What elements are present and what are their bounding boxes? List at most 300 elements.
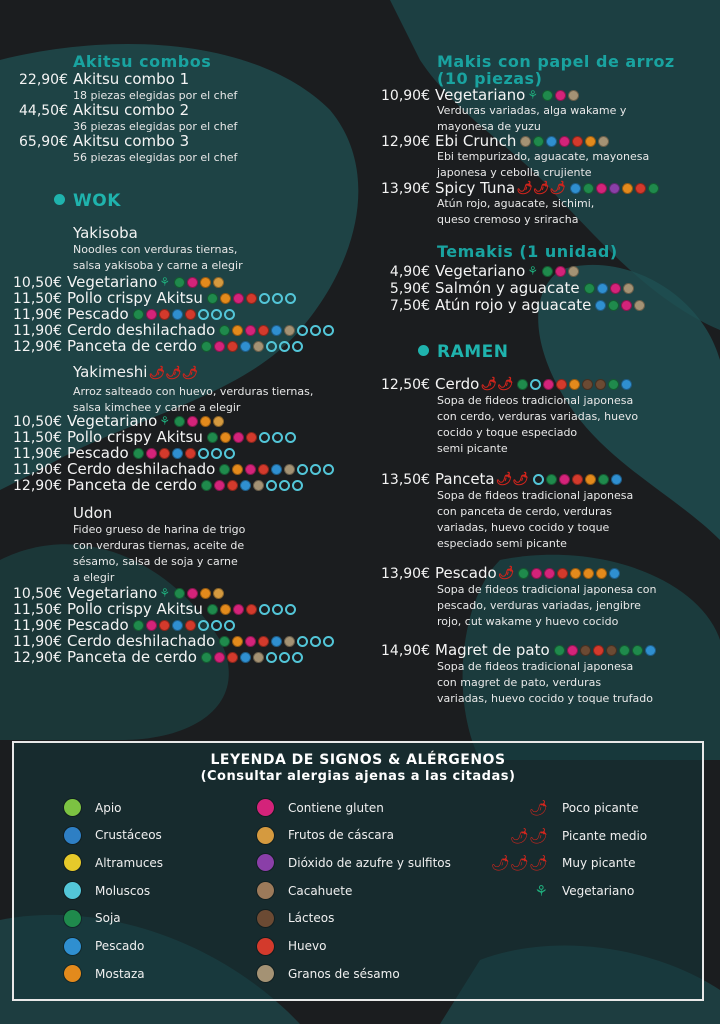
item-description — [437, 393, 638, 457]
item-name-text: Vegetariano — [435, 262, 526, 280]
legend-item — [64, 882, 150, 899]
peanut-icon — [257, 882, 274, 899]
allergen-icon — [544, 568, 555, 579]
allergen-icon — [172, 448, 183, 459]
allergen-icon — [557, 568, 568, 579]
soy-icon — [64, 910, 81, 927]
item-description — [437, 196, 594, 228]
item-name — [435, 86, 579, 104]
allergen-icon — [133, 620, 144, 631]
item-name: Akitsu combo 3 — [73, 132, 190, 150]
menu-item — [372, 262, 579, 280]
item-name-text: Pollo crispy Akitsu — [67, 428, 203, 446]
item-name-text: Panceta de cerdo — [67, 648, 197, 666]
item-name — [435, 279, 634, 297]
item-name-text: Panceta — [435, 470, 495, 488]
mollusc-icon — [292, 480, 303, 491]
allergen-icons — [133, 309, 235, 320]
dairy-icon — [257, 910, 274, 927]
desc-line: Sopa de fideos tradicional japonesa — [437, 394, 634, 407]
allergen-icon — [187, 588, 198, 599]
item-name-text: Pollo crispy Akitsu — [67, 289, 203, 307]
legend-label: Poco picante — [562, 801, 639, 815]
vegetarian-icon: ⚘ — [527, 88, 539, 102]
legend-label: Dióxido de azufre y sulfitos — [288, 855, 451, 870]
mollusc-icon — [198, 620, 209, 631]
legend-label: Lácteos — [288, 911, 335, 926]
legend-item — [257, 827, 394, 844]
item-price: 12,90€ — [13, 650, 62, 666]
allergen-icon — [258, 464, 269, 475]
allergen-icon — [554, 645, 565, 656]
item-price: 10,50€ — [13, 586, 62, 602]
item-name-text: Vegetariano — [67, 412, 158, 430]
allergen-icon — [253, 341, 264, 352]
udon-title: Udon — [73, 504, 113, 522]
chili-icon: 🌶 — [497, 565, 515, 581]
allergen-icon — [227, 652, 238, 663]
akitsu-section-title: Akitsu combos — [73, 52, 212, 71]
desc-line: Atún rojo, aguacate, sichimi, — [437, 197, 595, 210]
allergen-icon — [207, 432, 218, 443]
title-line: Makis con papel de arroz — [437, 52, 675, 71]
item-price: 10,90€ — [381, 88, 430, 104]
allergen-icon — [245, 464, 256, 475]
allergen-icon — [227, 480, 238, 491]
allergen-icon — [632, 645, 643, 656]
allergen-icon — [606, 645, 617, 656]
mollusc-icon — [292, 652, 303, 663]
allergen-icon — [174, 416, 185, 427]
item-price: 12,90€ — [13, 478, 62, 494]
allergen-icons — [201, 341, 303, 352]
allergen-icon — [146, 620, 157, 631]
yakimeshi-title-text: Yakimeshi — [73, 363, 148, 381]
allergen-icon — [133, 448, 144, 459]
allergen-icon — [572, 474, 583, 485]
allergen-icons — [201, 652, 303, 663]
allergen-icon — [214, 341, 225, 352]
vegetarian-icon: ⚘ — [534, 882, 548, 901]
mollusc-icon — [297, 464, 308, 475]
allergen-icon — [570, 568, 581, 579]
mollusc-icon — [279, 480, 290, 491]
allergen-icons — [570, 183, 659, 194]
allergen-icon — [187, 416, 198, 427]
allergen-icon — [635, 183, 646, 194]
allergen-icon — [172, 309, 183, 320]
item-name-text: Pescado — [67, 305, 129, 323]
item-name-text: Ebi Crunch — [435, 132, 517, 150]
allergen-legend — [12, 741, 704, 1001]
item-price: 11,90€ — [13, 323, 62, 339]
chili-icon: 🌶 — [528, 799, 548, 817]
allergen-icon — [213, 416, 224, 427]
allergen-icons — [133, 620, 235, 631]
allergen-icon — [559, 136, 570, 147]
allergen-icon — [245, 325, 256, 336]
vegetarian-icon: ⚘ — [159, 275, 171, 289]
desc-line: salsa kimchee y carne a elegir — [73, 401, 241, 414]
allergen-icon — [174, 277, 185, 288]
legend-item — [257, 854, 451, 871]
desc-line: semi picante — [437, 442, 508, 455]
desc-line: a elegir — [73, 571, 115, 584]
allergen-icon — [543, 379, 554, 390]
mollusc-icon — [323, 636, 334, 647]
desc-line: Sopa de fideos tradicional japonesa con — [437, 583, 657, 596]
mollusc-icon — [530, 379, 541, 390]
item-price: 4,90€ — [389, 264, 430, 280]
allergen-icon — [213, 277, 224, 288]
allergen-icon — [185, 309, 196, 320]
allergen-icon — [271, 636, 282, 647]
desc-line: Noodles con verduras tiernas, — [73, 243, 238, 256]
item-name — [435, 375, 632, 393]
allergen-icons — [174, 416, 224, 427]
section-bullet-icon — [54, 194, 65, 205]
mollusc-icon — [323, 325, 334, 336]
allergen-icon — [582, 379, 593, 390]
item-name-text: Cerdo deshilachado — [67, 460, 216, 478]
allergen-icon — [585, 136, 596, 147]
allergen-icons — [219, 325, 334, 336]
item-price: 11,50€ — [13, 602, 62, 618]
menu-item — [6, 476, 303, 494]
nuts-icon — [257, 827, 274, 844]
allergen-icon — [518, 568, 529, 579]
allergen-icon — [174, 588, 185, 599]
allergen-icon — [220, 604, 231, 615]
mollusc-icon — [323, 464, 334, 475]
gluten-icon — [257, 799, 274, 816]
item-name — [435, 470, 622, 488]
allergen-icon — [568, 90, 579, 101]
allergen-icons — [201, 480, 303, 491]
allergen-icon — [596, 183, 607, 194]
menu-item — [6, 337, 303, 355]
legend-label: Frutos de cáscara — [288, 828, 394, 843]
legend-label: Muy picante — [562, 856, 636, 871]
menu-item — [372, 179, 659, 197]
allergen-icons — [584, 283, 634, 294]
allergen-icon — [580, 645, 591, 656]
allergen-icon — [623, 283, 634, 294]
item-price: 12,50€ — [381, 377, 430, 393]
vegetarian-icon: ⚘ — [159, 586, 171, 600]
item-name — [435, 564, 620, 582]
legend-label: Crustáceos — [95, 828, 162, 843]
allergen-icon — [609, 568, 620, 579]
mollusc-icon — [224, 448, 235, 459]
allergen-icon — [556, 379, 567, 390]
allergen-icon — [570, 183, 581, 194]
menu-item — [6, 648, 303, 666]
allergen-icon — [597, 283, 608, 294]
allergen-icons — [207, 604, 296, 615]
desc-line: pescado, verduras variadas, jengibre — [437, 599, 641, 612]
desc-line: sésamo, salsa de soja y carne — [73, 555, 238, 568]
mollusc-icon — [266, 341, 277, 352]
allergen-icon — [240, 341, 251, 352]
menu-item — [372, 470, 622, 488]
allergen-icons — [533, 474, 622, 485]
item-price: 13,90€ — [381, 566, 430, 582]
chili-icon: 🌶🌶 — [509, 826, 548, 845]
temakis-section-title: Temakis (1 unidad) — [437, 242, 618, 261]
item-name — [67, 476, 303, 494]
mollusc-icon — [285, 293, 296, 304]
item-name — [435, 641, 656, 659]
item-description — [437, 103, 626, 135]
mustard-icon — [64, 965, 81, 982]
allergen-icon — [608, 300, 619, 311]
allergen-icons — [133, 448, 235, 459]
allergen-icon — [133, 309, 144, 320]
allergen-icon — [546, 136, 557, 147]
item-name-text: Salmón y aguacate — [435, 279, 580, 297]
allergen-icon — [531, 568, 542, 579]
legend-item — [488, 882, 634, 900]
mollusc-icon — [285, 432, 296, 443]
legend-item — [257, 910, 334, 927]
allergen-icon — [201, 341, 212, 352]
legend-item — [64, 854, 163, 871]
desc-line: salsa yakisoba y carne a elegir — [73, 259, 243, 272]
mollusc-icon — [64, 882, 81, 899]
yakimeshi-title — [73, 363, 198, 381]
item-description — [437, 149, 649, 181]
item-name — [67, 337, 303, 355]
legend-item — [64, 938, 144, 955]
item-price: 14,90€ — [381, 643, 430, 659]
item-name-text: Pescado — [67, 616, 129, 634]
legend-subtitle: (Consultar alergias ajenas a las citadas) — [200, 769, 516, 784]
crustacean-icon — [64, 827, 81, 844]
item-price: 11,90€ — [13, 446, 62, 462]
mollusc-icon — [279, 652, 290, 663]
item-description: 18 piezas elegidas por el chef — [73, 89, 238, 102]
allergen-icon — [214, 652, 225, 663]
allergen-icon — [214, 480, 225, 491]
chili-icon: 🌶🌶🌶 — [516, 180, 566, 196]
item-price: 11,50€ — [13, 291, 62, 307]
menu-item — [6, 132, 189, 150]
item-price: 11,90€ — [13, 307, 62, 323]
allergen-icon — [172, 620, 183, 631]
allergen-icon — [232, 464, 243, 475]
item-name-text: Cerdo — [435, 375, 480, 393]
allergen-icon — [611, 474, 622, 485]
allergen-icon — [284, 464, 295, 475]
desc-line: Ebi tempurizado, aguacate, mayonesa — [437, 150, 650, 163]
allergen-icon — [598, 474, 609, 485]
item-price: 12,90€ — [13, 339, 62, 355]
desc-line: especiado semi picante — [437, 537, 567, 550]
allergen-icon — [207, 604, 218, 615]
mollusc-icon — [272, 293, 283, 304]
desc-line: Sopa de fideos tradicional japonesa — [437, 660, 634, 673]
desc-line: Sopa de fideos tradicional japonesa — [437, 489, 634, 502]
allergen-icon — [585, 474, 596, 485]
ramen-title-text: RAMEN — [437, 342, 509, 362]
allergen-icon — [555, 266, 566, 277]
chili-icon: 🌶🌶 — [495, 471, 529, 487]
item-price: 22,90€ — [19, 72, 68, 88]
allergen-icon — [533, 136, 544, 147]
item-name: Akitsu combo 2 — [73, 101, 190, 119]
mollusc-icon — [310, 636, 321, 647]
allergen-icon — [146, 448, 157, 459]
mollusc-icon — [292, 341, 303, 352]
menu-item — [372, 375, 632, 393]
allergen-icon — [187, 277, 198, 288]
legend-item — [257, 799, 384, 816]
allergen-icon — [227, 341, 238, 352]
allergen-icon — [621, 379, 632, 390]
sulphite-icon — [257, 854, 274, 871]
allergen-icon — [271, 464, 282, 475]
allergen-icon — [520, 136, 531, 147]
allergen-icon — [542, 266, 553, 277]
allergen-icon — [245, 636, 256, 647]
desc-line: Fideo grueso de harina de trigo — [73, 523, 246, 536]
allergen-icons — [219, 464, 334, 475]
legend-item — [64, 965, 145, 982]
allergen-icons — [219, 636, 334, 647]
fish-icon — [64, 938, 81, 955]
allergen-icon — [622, 183, 633, 194]
item-price: 10,50€ — [13, 414, 62, 430]
allergen-icon — [595, 300, 606, 311]
allergen-icon — [258, 636, 269, 647]
mollusc-icon — [279, 341, 290, 352]
item-name — [435, 262, 579, 280]
desc-line: rojo, cut wakame y huevo cocido — [437, 615, 619, 628]
allergen-icon — [258, 325, 269, 336]
allergen-icon — [567, 645, 578, 656]
mollusc-icon — [533, 474, 544, 485]
allergen-icon — [596, 568, 607, 579]
allergen-icon — [159, 448, 170, 459]
egg-icon — [257, 938, 274, 955]
item-description — [437, 582, 657, 630]
vegetarian-icon: ⚘ — [159, 414, 171, 428]
item-price: 10,50€ — [13, 275, 62, 291]
item-name-text: Panceta de cerdo — [67, 337, 197, 355]
legend-item — [257, 882, 352, 899]
item-name-text: Vegetariano — [67, 273, 158, 291]
allergen-icon — [284, 636, 295, 647]
legend-item — [64, 910, 121, 927]
desc-line: variadas, huevo cocido y toque — [437, 521, 610, 534]
item-name — [67, 648, 303, 666]
item-price: 11,90€ — [13, 634, 62, 650]
item-description — [437, 488, 633, 552]
lupin-icon — [64, 854, 81, 871]
allergen-icons — [207, 432, 296, 443]
chili-icon: 🌶🌶🌶 — [148, 366, 198, 381]
legend-item — [488, 799, 639, 817]
mollusc-icon — [259, 604, 270, 615]
mollusc-icon — [310, 464, 321, 475]
legend-label: Huevo — [288, 939, 327, 953]
allergen-icon — [213, 588, 224, 599]
allergen-icon — [584, 283, 595, 294]
allergen-icon — [240, 480, 251, 491]
chili-icon: 🌶🌶 — [480, 376, 514, 392]
allergen-icon — [645, 645, 656, 656]
allergen-icon — [555, 90, 566, 101]
mollusc-icon — [266, 652, 277, 663]
allergen-icon — [232, 636, 243, 647]
item-name — [435, 132, 609, 150]
item-price: 11,90€ — [13, 618, 62, 634]
allergen-icon — [233, 604, 244, 615]
udon-description — [73, 522, 245, 586]
legend-item — [257, 965, 400, 982]
mollusc-icon — [211, 448, 222, 459]
allergen-icon — [595, 379, 606, 390]
mollusc-icon — [211, 309, 222, 320]
wok-title-text: WOK — [73, 191, 121, 211]
menu-item — [372, 132, 609, 150]
allergen-icons — [518, 568, 620, 579]
item-name: Akitsu combo 1 — [73, 70, 190, 88]
celery-icon — [64, 799, 81, 816]
allergen-icon — [598, 136, 609, 147]
ramen-section-title — [418, 342, 509, 362]
mollusc-icon — [259, 293, 270, 304]
mollusc-icon — [310, 325, 321, 336]
menu-item — [6, 101, 189, 119]
item-name-text: Cerdo deshilachado — [67, 632, 216, 650]
desc-line: con verduras tiernas, aceite de — [73, 539, 245, 552]
allergen-icon — [546, 474, 557, 485]
item-name-text: Pollo crispy Akitsu — [67, 600, 203, 618]
desc-line: con panceta de cerdo, verduras — [437, 505, 612, 518]
legend-label: Moluscos — [95, 883, 151, 898]
menu-item — [372, 564, 620, 582]
allergen-icon — [219, 464, 230, 475]
legend-item — [257, 938, 326, 955]
item-price: 44,50€ — [19, 103, 68, 119]
allergen-icon — [246, 432, 257, 443]
allergen-icon — [220, 293, 231, 304]
allergen-icons — [207, 293, 296, 304]
allergen-icon — [201, 652, 212, 663]
allergen-icons — [520, 136, 609, 147]
allergen-icon — [220, 432, 231, 443]
allergen-icon — [583, 568, 594, 579]
allergen-icon — [648, 183, 659, 194]
menu-item — [372, 296, 645, 314]
allergen-icon — [569, 379, 580, 390]
allergen-icon — [185, 448, 196, 459]
item-price: 13,90€ — [381, 181, 430, 197]
item-name-text: Panceta de cerdo — [67, 476, 197, 494]
desc-line: japonesa y cebolla crujiente — [437, 166, 592, 179]
legend-item — [488, 854, 635, 872]
allergen-icon — [284, 325, 295, 336]
item-name-text: Cerdo deshilachado — [67, 321, 216, 339]
mollusc-icon — [297, 636, 308, 647]
allergen-icon — [517, 379, 528, 390]
desc-line: Arroz salteado con huevo, verduras tiernas, — [73, 385, 314, 398]
item-name-text: Pescado — [67, 444, 129, 462]
allergen-icon — [219, 325, 230, 336]
allergen-icon — [233, 293, 244, 304]
